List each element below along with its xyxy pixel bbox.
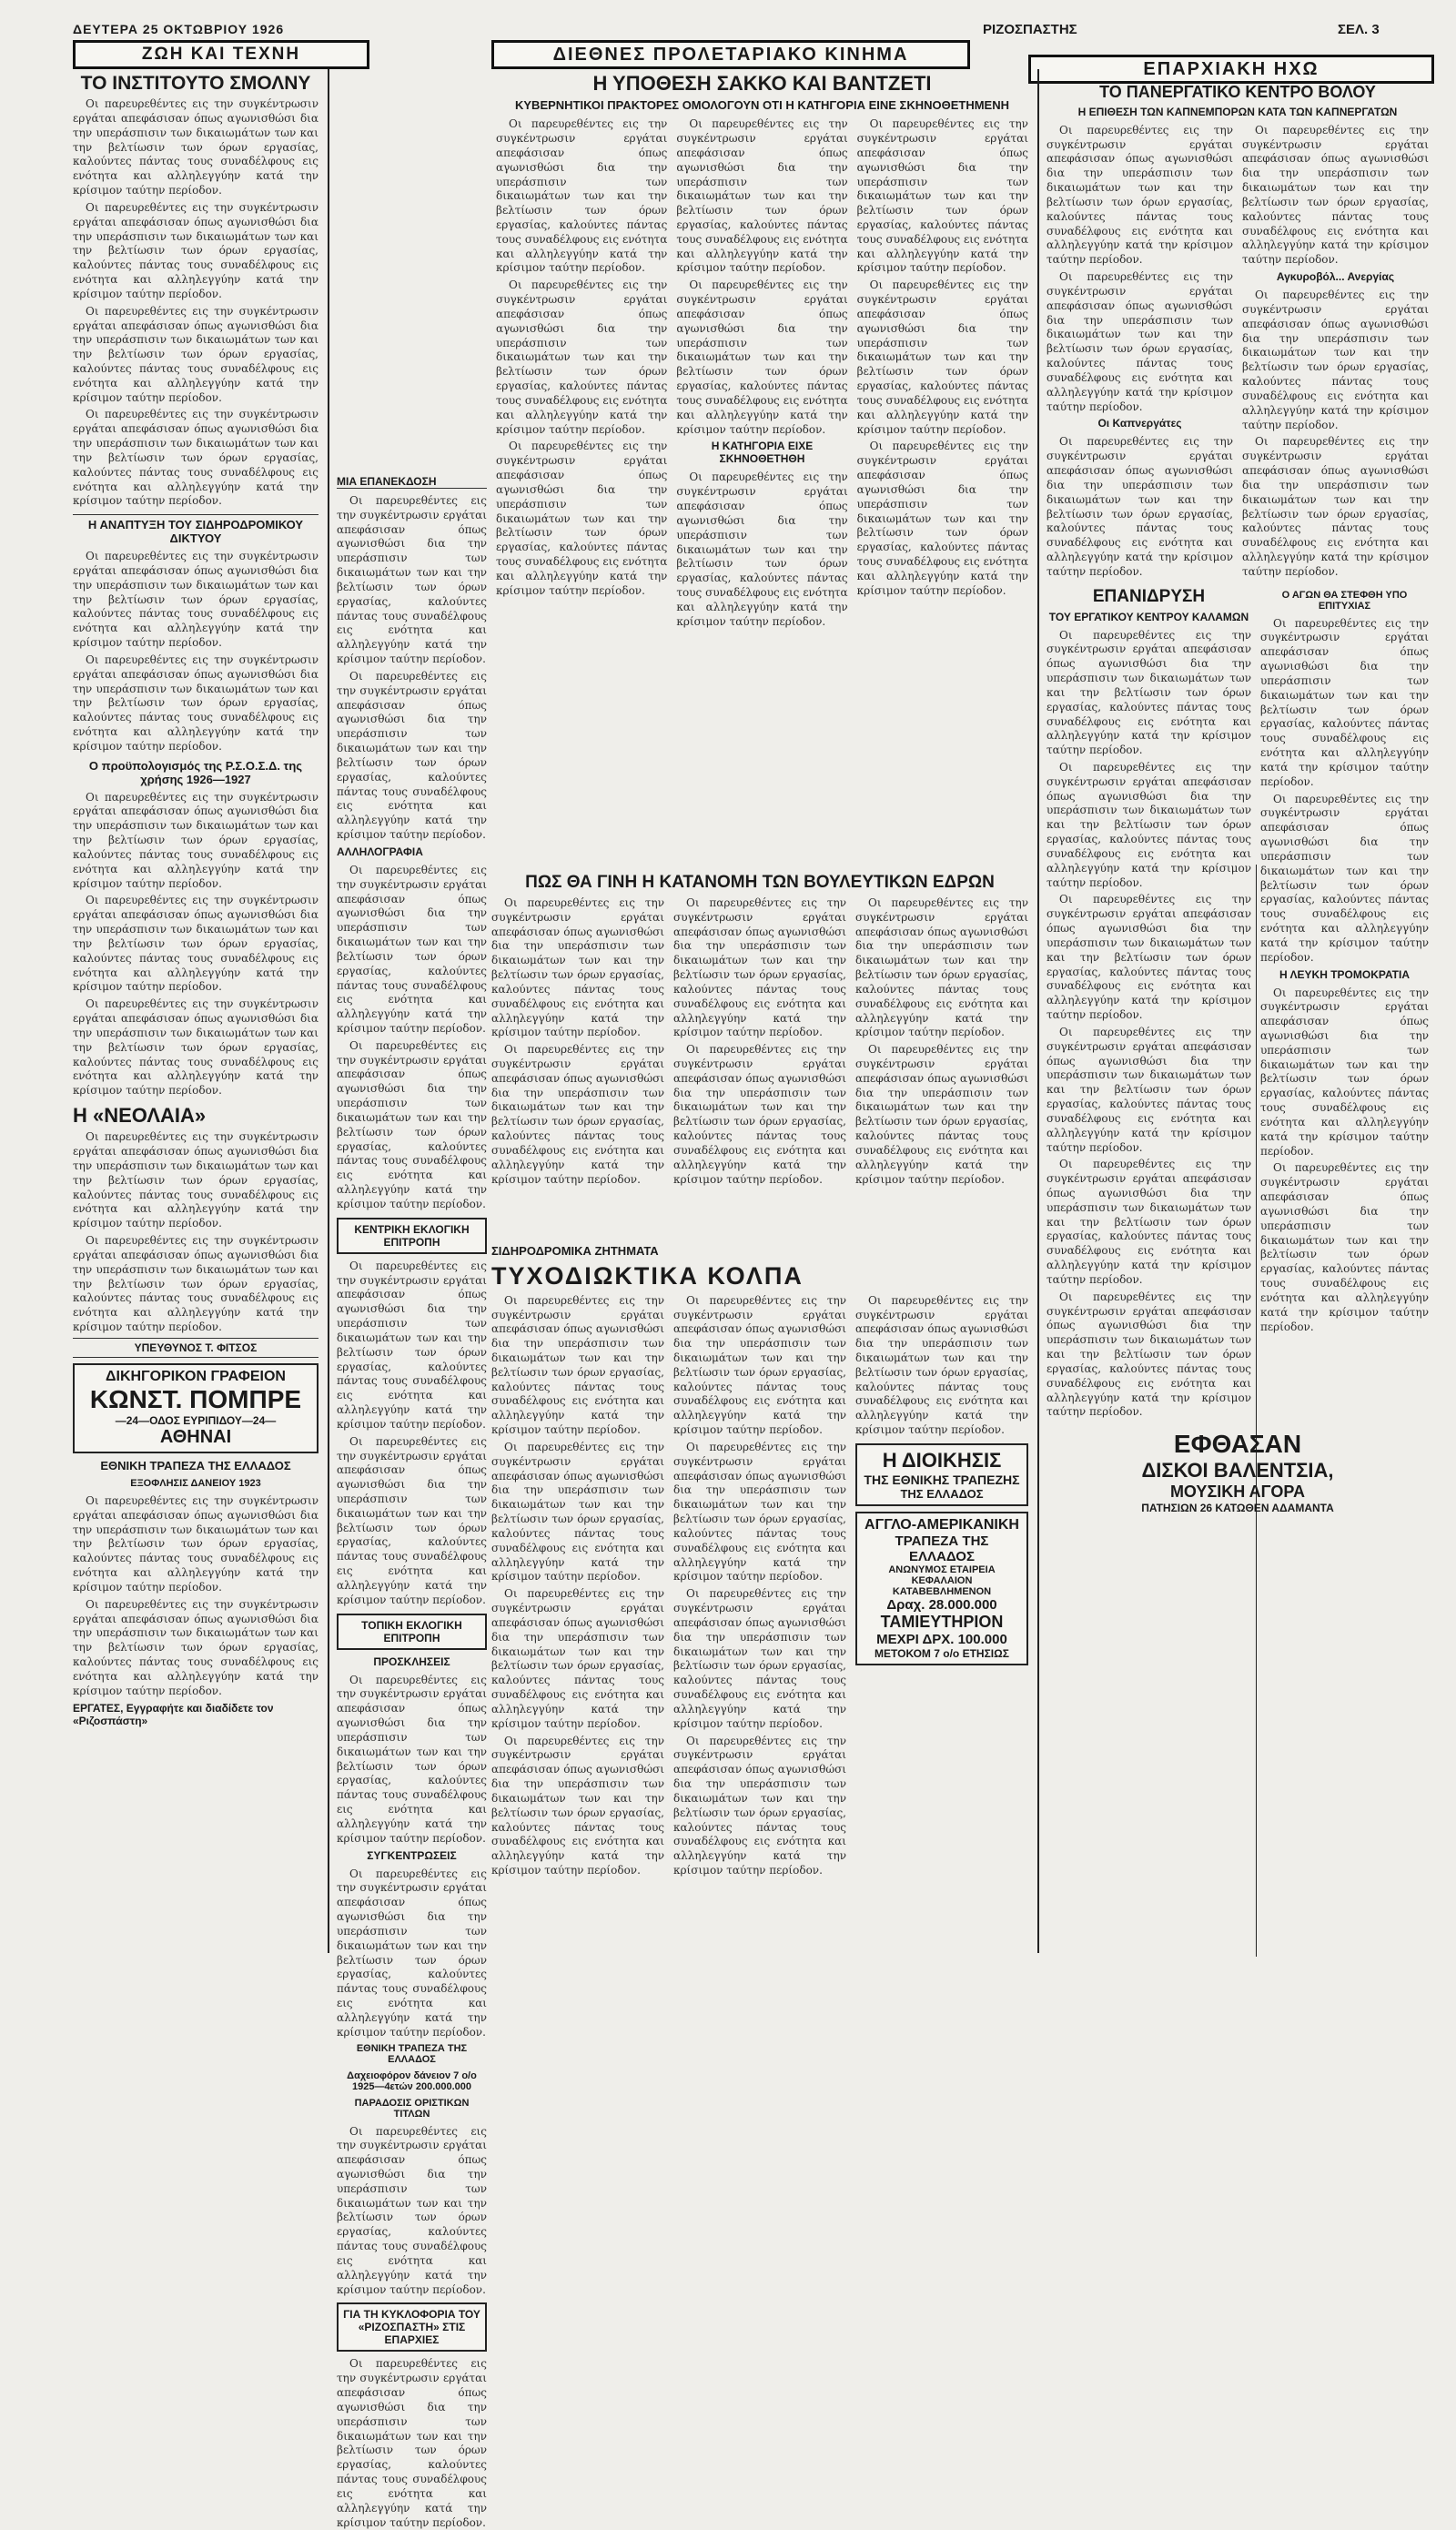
section-unemployment: Αγκυροβόλ... Ανεργίας [1276, 270, 1395, 284]
bank3-b: ΤΗΣ ΕΘΝΙΚΗΣ ΤΡΑΠΕΖΗΣ [864, 1472, 1020, 1487]
article-text: Οι παρευρεθέντες εις την συγκέντρωσιν εργάται απεφάσισαν όπως αγωνισθώσι δια την υπεράσπισιν των δικαιωμάτων των και την βελτίωσιν των όρων εργασίας, καλούντες πάντας τους συναδέλφους εις ενότητα και αλληλεγγύην κατά την κρίσιμον ταύτην περίοδον. [337, 669, 487, 842]
box-gatherings: ΣΥΓΚΕΝΤΡΩΣΕΙΣ [367, 1848, 457, 1862]
article-text: Οι παρευρεθέντες εις την συγκέντρωσιν εργάται απεφάσισαν όπως αγωνισθώσι δια την υπεράσπισιν των δικαιωμάτων των και την βελτίωσιν των όρων εργασίας, καλούντες πάντας τους συναδέλφους εις ενότητα και αλληλεγγύην κατά την κρίσιμον ταύτην περίοδον. [673, 1587, 846, 1730]
volos-columns [1046, 124, 1429, 582]
ad-music-market: ΜΟΥΣΙΚΗ ΑΓΟΡΑ [1169, 1483, 1306, 1502]
ad-address2: ΠΑΤΗΣΙΩΝ 26 ΚΑΤΩΘΕΝ ΑΔΑΜΑΝΤΑ [1141, 1502, 1334, 1515]
subhead-scenario: Η ΚΑΤΗΓΟΡΙΑ ΕΙΧΕ ΣΚΗΝΟΘΕΤΗΘΗ [711, 440, 814, 466]
text-col [676, 117, 847, 632]
bank-administration-ad [855, 1443, 1028, 1506]
article-text: Οι παρευρεθέντες εις την συγκέντρωσιν εργάται απεφάσισαν όπως αγωνισθώσι δια την υπεράσπισιν των δικαιωμάτων των και την βελτίωσιν των όρων εργασίας, καλούντες πάντας τους συναδέλφους εις ενότητα και αλληλεγγύην κατά την κρίσιμον ταύτην περίοδον. [337, 1867, 487, 2039]
rail-columns [491, 1294, 1028, 1881]
bank4-b: ΤΡΑΠΕΖΑ ΤΗΣ ΕΛΛΑΔΟΣ [895, 1533, 989, 1564]
headline-smolny: ΤΟ ΙΝΣΤΙΤΟΥΤΟ ΣΜΟΛΝΥ [80, 73, 311, 94]
box-invitations: ΠΡΟΣΚΛΗΣΕΙΣ [373, 1655, 450, 1668]
article-text: Οι παρευρεθέντες εις την συγκέντρωσιν εργάται απεφάσισαν όπως αγωνισθώσι δια την υπεράσπισιν των δικαιωμάτων των και την βελτίωσιν των όρων εργασίας, καλούντες πάντας τους συναδέλφους εις ενότητα και αλληλεγγύην κατά την κρίσιμον ταύτην περίοδον. [496, 117, 668, 275]
article-text: Οι παρευρεθέντες εις την συγκέντρωσιν εργάται απεφάσισαν όπως αγωνισθώσι δια την υπεράσπισιν των δικαιωμάτων των και την βελτίωσιν των όρων εργασίας, καλούντες πάντας τους συναδέλφους εις ενότητα και αλληλεγγύην κατά την κρίσιμον ταύτην περίοδον. [1260, 792, 1429, 964]
article-text: Οι παρευρεθέντες εις την συγκέντρωσιν εργάται απεφάσισαν όπως αγωνισθώσι δια την υπεράσπισιν των δικαιωμάτων των και την βελτίωσιν των όρων εργασίας, καλούντες πάντας τους συναδέλφους εις ενότητα και αλληλεγγύην κατά την κρίσιμον ταύτην περίοδον. [676, 117, 848, 275]
text-col [673, 896, 846, 1190]
article-text: Οι παρευρεθέντες εις την συγκέντρωσιν εργάται απεφάσισαν όπως αγωνισθώσι δια την υπεράσπισιν των δικαιωμάτων των και την βελτίωσιν των όρων εργασίας, καλούντες πάντας τους συναδέλφους εις ενότητα και αλληλεγγύην κατά την κρίσιμον ταύτην περίοδον. [1046, 628, 1251, 757]
issue-date: ΔΕΥΤΕΡΑ 25 ΟΚΤΩΒΡΙΟΥ 1926 [73, 22, 285, 36]
railway-article [491, 1242, 1028, 1961]
article-text: Οι παρευρεθέντες εις την συγκέντρωσιν εργάται απεφάσισαν όπως αγωνισθώσι δια την υπεράσπισιν των δικαιωμάτων των και την βελτίωσιν των όρων εργασίας, καλούντες πάντας τους συναδέλφους εις ενότητα και αλληλεγγύην κατά την κρίσιμον ταύτην περίοδον. [856, 278, 1028, 436]
narrow-column [337, 473, 487, 2529]
article-text: Οι παρευρεθέντες εις την συγκέντρωσιν εργάται απεφάσισαν όπως αγωνισθώσι δια την υπεράσπισιν των δικαιωμάτων των και την βελτίωσιν των όρων εργασίας, καλούντες πάντας τους συναδέλφους εις ενότητα και αλληλεγγύην κατά την κρίσιμον ταύτην περίοδον. [491, 1734, 664, 1877]
article-text: Οι παρευρεθέντες εις την συγκέντρωσιν εργάται απεφάσισαν όπως αγωνισθώσι δια την υπεράσπισιν των δικαιωμάτων των και την βελτίωσιν των όρων εργασίας, καλούντες πάντας τους συναδέλφους εις ενότητα και αλληλεγγύην κατά την κρίσιμον ταύτην περίοδον. [491, 1043, 664, 1186]
article-text: Οι παρευρεθέντες εις την συγκέντρωσιν εργάται απεφάσισαν όπως αγωνισθώσι δια την υπεράσπισιν των δικαιωμάτων των και την βελτίωσιν των όρων εργασίας, καλούντες πάντας τους συναδέλφους εις ενότητα και αλληλεγγύην κατά την κρίσιμον ταύτην περίοδον. [73, 1597, 318, 1697]
right-column [1046, 84, 1429, 1958]
newspaper-page [18, 18, 1438, 2529]
article-text: Οι παρευρεθέντες εις την συγκέντρωσιν εργάται απεφάσισαν όπως αγωνισθώσι δια την υπεράσπισιν των δικαιωμάτων των και την βελτίωσιν των όρων εργασίας, καλούντες πάντας τους συναδέλφους εις ενότητα και αλληλεγγύην κατά την κρίσιμον ταύτην περίοδον. [491, 1587, 664, 1730]
article-text: Οι παρευρεθέντες εις την συγκέντρωσιν εργάται απεφάσισαν όπως αγωνισθώσι δια την υπεράσπισιν των δικαιωμάτων των και την βελτίωσιν των όρων εργασίας, καλούντες πάντας τους συναδέλφους εις ενότητα και αλληλεγγύην κατά την κρίσιμον ταύτην περίοδον. [496, 440, 668, 597]
text-col [491, 1294, 664, 1881]
article-text: Οι παρευρεθέντες εις την συγκέντρωσιν εργάται απεφάσισαν όπως αγωνισθώσι δια την υπεράσπισιν των δικαιωμάτων των και την βελτίωσιν των όρων εργασίας, καλούντες πάντας τους συναδέλφους εις ενότητα και αλληλεγγύην κατά την κρίσιμον ταύτην περίοδον. [1260, 986, 1429, 1158]
bank2-title: ΕΘΝΙΚΗ ΤΡΑΠΕΖΑ ΤΗΣ ΕΛΛΑΔΟΣ [356, 2042, 468, 2065]
text-col [491, 896, 664, 1190]
text-col [1260, 588, 1429, 1423]
article-text: Οι παρευρεθέντες εις την συγκέντρωσιν εργάται απεφάσισαν όπως αγωνισθώσι δια την υπεράσπισιν των δικαιωμάτων των και την βελτίωσιν των όρων εργασίας, καλούντες πάντας τους συναδέλφους εις ενότητα και αλληλεγγύην κατά την κρίσιμον ταύτην περίοδον. [496, 278, 668, 436]
footer-call: ΕΡΓΑΤΕΣ, Εγγραφήτε και διαδίδετε τον «Ριζοσπάστη» [73, 1701, 274, 1727]
article-text: Οι παρευρεθέντες εις την συγκέντρωσιν εργάται απεφάσισαν όπως αγωνισθώσι δια την υπεράσπισιν των δικαιωμάτων των και την βελτίωσιν των όρων εργασίας, καλούντες πάντας τους συναδέλφους εις ενότητα και αλληλεγγύην κατά την κρίσιμον ταύτην περίοδον. [855, 1293, 1028, 1437]
bank4-e: Δραχ. 28.000.000 [886, 1596, 997, 1613]
article-text: Οι παρευρεθέντες εις την συγκέντρωσιν εργάται απεφάσισαν όπως αγωνισθώσι δια την υπεράσπισιν των δικαιωμάτων των και την βελτίωσιν των όρων εργασίας, καλούντες πάντας τους συναδέλφους εις ενότητα και αλληλεγγύην κατά την κρίσιμον ταύτην περίοδον. [856, 117, 1028, 275]
article-text: Οι παρευρεθέντες εις την συγκέντρωσιν εργάται απεφάσισαν όπως αγωνισθώσι δια την υπεράσπισιν των δικαιωμάτων των και την βελτίωσιν των όρων εργασίας, καλούντες πάντας τους συναδέλφους εις ενότητα και αλληλεγγύην κατά την κρίσιμον ταύτην περίοδον. [73, 550, 318, 650]
bank3-a: Η ΔΙΟΙΚΗΣΙΣ [882, 1448, 1002, 1472]
paper-name: ΡΙΖΟΣΠΑΣΤΗΣ [983, 22, 1077, 37]
article-text: Οι παρευρεθέντες εις την συγκέντρωσιν εργάται απεφάσισαν όπως αγωνισθώσι δια την υπεράσπισιν των δικαιωμάτων των και την βελτίωσιν των όρων εργασίας, καλούντες πάντας τους συναδέλφους εις ενότητα και αλληλεγγύην κατά την κρίσιμον ταύτην περίοδον. [337, 1038, 487, 1210]
sacco-columns [496, 117, 1028, 632]
article-text: Οι παρευρεθέντες εις την συγκέντρωσιν εργάται απεφάσισαν όπως αγωνισθώσι δια την υπεράσπισιν των δικαιωμάτων των και την βελτίωσιν των όρων εργασίας, καλούντες πάντας τους συναδέλφους εις ενότητα και αλληλεγγύην κατά την κρίσιμον ταύτην περίοδον. [1260, 616, 1429, 788]
article-text: Οι παρευρεθέντες εις την συγκέντρωσιν εργάται απεφάσισαν όπως αγωνισθώσι δια την υπεράσπισιν των δικαιωμάτων των και την βελτίωσιν των όρων εργασίας, καλούντες πάντας τους συναδέλφους εις ενότητα και αλληλεγγύην κατά την κρίσιμον ταύτην περίοδον. [855, 1043, 1028, 1186]
article-text: Οι παρευρεθέντες εις την συγκέντρωσιν εργάται απεφάσισαν όπως αγωνισθώσι δια την υπεράσπισιν των δικαιωμάτων των και την βελτίωσιν των όρων εργασίας, καλούντες πάντας τους συναδέλφους εις ενότητα και αλληλεγγύην κατά την κρίσιμον ταύτην περίοδον. [73, 790, 318, 890]
seats-article [491, 874, 1028, 1238]
headline-neolaia: Η «ΝΕΟΛΑΙΑ» [73, 1104, 207, 1128]
article-text: Οι παρευρεθέντες εις την συγκέντρωσιν εργάται απεφάσισαν όπως αγωνισθώσι δια την υπεράσπισιν των δικαιωμάτων των και την βελτίωσιν των όρων εργασίας, καλούντες πάντας τους συναδέλφους εις ενότητα και αλληλεγγύην κατά την κρίσιμον ταύτην περίοδον. [1046, 893, 1251, 1022]
ad-arrived: ΕΦΘΑΣΑΝ [1173, 1430, 1302, 1459]
text-col [673, 1294, 846, 1881]
box-local-committee: ΤΟΠΙΚΗ ΕΚΛΟΓΙΚΗ ΕΠΙΤΡΟΠΗ [337, 1614, 487, 1650]
article-text: Οι παρευρεθέντες εις την συγκέντρωσιν εργάται απεφάσισαν όπως αγωνισθώσι δια την υπεράσπισιν των δικαιωμάτων των και την βελτίωσιν των όρων εργασίας, καλούντες πάντας τους συναδέλφους εις ενότητα και αλληλεγγύην κατά την κρίσιμον ταύτην περίοδον. [491, 1440, 664, 1584]
subhead-sacco: ΚΥΒΕΡΝΗΤΙΚΟΙ ΠΡΑΚΤΟΡΕΣ ΟΜΟΛΟΓΟΥΝ ΟΤΙ Η ΚΑΤΗΓΟΡΙΑ ΕΙΝΕ ΣΚΗΝΟΘΕΤΗΜΕΝΗ [515, 98, 1009, 113]
seats-columns [491, 896, 1028, 1190]
article-text: Οι παρευρεθέντες εις την συγκέντρωσιν εργάται απεφάσισαν όπως αγωνισθώσι δια την υπεράσπισιν των δικαιωμάτων των και την βελτίωσιν των όρων εργασίας, καλούντες πάντας τους συναδέλφους εις ενότητα και αλληλεγγύην κατά την κρίσιμον ταύτην περίοδον. [337, 1259, 487, 1431]
article-text: Οι παρευρεθέντες εις την συγκέντρωσιν εργάται απεφάσισαν όπως αγωνισθώσι δια την υπεράσπισιν των δικαιωμάτων των και την βελτίωσιν των όρων εργασίας, καλούντες πάντας τους συναδέλφους εις ενότητα και αλληλεγγύην κατά την κρίσιμον ταύτην περίοδον. [856, 440, 1028, 597]
responsible-editor: ΥΠΕΥΘΥΝΟΣ Τ. ΦΙΤΣΟΣ [73, 1338, 318, 1358]
article-text: Οι παρευρεθέντες εις την συγκέντρωσιν εργάται απεφάσισαν όπως αγωνισθώσι δια την υπεράσπισιν των δικαιωμάτων των και την βελτίωσιν των όρων εργασίας, καλούντες πάντας τους συναδέλφους εις ενότητα και αλληλεγγύην κατά την κρίσιμον ταύτην περίοδον. [676, 278, 848, 436]
bank4-c: ΑΝΩΝΥΜΟΣ ΕΤΑΙΡΕΙΑ [888, 1564, 996, 1575]
section-title-right: ΕΠΑΡΧΙΑΚΗ ΗΧΩ [1028, 55, 1434, 84]
column-rule [328, 69, 329, 1953]
bank3-c: ΤΗΣ ΕΛΛΑΔΟΣ [900, 1486, 984, 1501]
bank-title: ΕΘΝΙΚΗ ΤΡΑΠΕΖΑ ΤΗΣ ΕΛΛΑΔΟΣ [100, 1458, 291, 1472]
article-text: Οι παρευρεθέντες εις την συγκέντρωσιν εργάται απεφάσισαν όπως αγωνισθώσι δια την υπεράσπισιν των δικαιωμάτων των και την βελτίωσιν των όρων εργασίας, καλούντες πάντας τους συναδέλφους εις ενότητα και αλληλεγγύην κατά την κρίσιμον ταύτην περίοδον. [337, 863, 487, 1035]
section-tobacco-workers: Οι Καπνεργάτες [1097, 417, 1182, 430]
box-letters: ΑΛΛΗΛΟΓΡΑΦΙΑ [337, 845, 423, 858]
bank2-loan: Δαχειοφόρον δάνειον 7 ο/ο 1925—4ετών 200.000.000 [347, 2070, 477, 2092]
lower-right [1046, 588, 1429, 1423]
text-col [857, 117, 1028, 632]
box-circulation: ΓΙΑ ΤΗ ΚΥΚΛΟΦΟΡΙΑ ΤΟΥ «ΡΙΖΟΣΠΑΣΤΗ» ΣΤΙΣ ΕΠΑΡΧΙΕΣ [337, 2302, 487, 2352]
text-col [855, 1294, 1028, 1881]
article-text: Οι παρευρεθέντες εις την συγκέντρωσιν εργάται απεφάσισαν όπως αγωνισθώσι δια την υπεράσπισιν των δικαιωμάτων των και την βελτίωσιν των όρων εργασίας, καλούντες πάντας τους συναδέλφους εις ενότητα και αλληλεγγύην κατά την κρίσιμον ταύτην περίοδον. [1046, 1158, 1251, 1286]
article-text: Οι παρευρεθέντες εις την συγκέντρωσιν εργάται απεφάσισαν όπως αγωνισθώσι δια την υπεράσπισιν των δικαιωμάτων των και την βελτίωσιν των όρων εργασίας, καλούντες πάντας τους συναδέλφους εις ενότητα και αλληλεγγύην κατά την κρίσιμον ταύτην περίοδον. [491, 1293, 664, 1437]
headline-reestablish: ΕΠΑΝΙΔΡΥΣΗ [1092, 586, 1206, 606]
valencia-ad [1046, 1430, 1429, 1514]
bank2-note: ΠΑΡΑΔΟΣΙΣ ΟΡΙΣΤΙΚΩΝ ΤΙΤΛΩΝ [354, 2097, 470, 2120]
article-text: Οι παρευρεθέντες εις την συγκέντρωσιν εργάται απεφάσισαν όπως αγωνισθώσι δια την υπεράσπισιν των δικαιωμάτων των και την βελτίωσιν των όρων εργασίας, καλούντες πάντας τους συναδέλφους εις ενότητα και αλληλεγγύην κατά την κρίσιμον ταύτην περίοδον. [73, 97, 318, 197]
bank4-d: ΚΕΦΑΛΑΙΟΝ ΚΑΤΑΒΕΒΛΗΜΕΝΟΝ [892, 1574, 992, 1597]
article-text: Οι παρευρεθέντες εις την συγκέντρωσιν εργάται απεφάσισαν όπως αγωνισθώσι δια την υπεράσπισιν των δικαιωμάτων των και την βελτίωσιν των όρων εργασίας, καλούντες πάντας τους συναδέλφους εις ενότητα και αλληλεγγύην κατά την κρίσιμον ταύτην περίοδον. [491, 896, 664, 1039]
article-text: Οι παρευρεθέντες εις την συγκέντρωσιν εργάται απεφάσισαν όπως αγωνισθώσι δια την υπεράσπισιν των δικαιωμάτων των και την βελτίωσιν των όρων εργασίας, καλούντες πάντας τους συναδέλφους εις ενότητα και αλληλεγγύην κατά την κρίσιμον ταύτην περίοδον. [1046, 123, 1233, 267]
headline-railway: Η ΑΝΑΠΤΥΞΗ ΤΟΥ ΣΙΔΗΡΟΔΡΟΜΙΚΟΥ ΔΙΚΤΥΟΥ [73, 514, 318, 546]
rail-section: ΣΙΔΗΡΟΔΡΟΜΙΚΑ ΖΗΤΗΜΑΤΑ [491, 1244, 659, 1258]
article-text: Οι παρευρεθέντες εις την συγκέντρωσιν εργάται απεφάσισαν όπως αγωνισθώσι δια την υπεράσπισιν των δικαιωμάτων των και την βελτίωσιν των όρων εργασίας, καλούντες πάντας τους συναδέλφους εις ενότητα και αλληλεγγύην κατά την κρίσιμον ταύτην περίοδον. [337, 1434, 487, 1606]
ad-name: ΚΩΝΣΤ. ΠΟΜΠΡΕ [89, 1384, 302, 1413]
article-text: Οι παρευρεθέντες εις την συγκέντρωσιν εργάται απεφάσισαν όπως αγωνισθώσι δια την υπεράσπισιν των δικαιωμάτων των και την βελτίωσιν των όρων εργασίας, καλούντες πάντας τους συναδέλφους εις ενότητα και αλληλεγγύην κατά την κρίσιμον ταύτην περίοδον. [673, 896, 846, 1039]
article-text: Οι παρευρεθέντες εις την συγκέντρωσιν εργάται απεφάσισαν όπως αγωνισθώσι δια την υπεράσπισιν των δικαιωμάτων των και την βελτίωσιν των όρων εργασίας, καλούντες πάντας τους συναδέλφους εις ενότητα και αλληλεγγύην κατά την κρίσιμον ταύτην περίοδον. [73, 1130, 318, 1230]
article-text: Οι παρευρεθέντες εις την συγκέντρωσιν εργάται απεφάσισαν όπως αγωνισθώσι δια την υπεράσπισιν των δικαιωμάτων των και την βελτίωσιν των όρων εργασίας, καλούντες πάντας τους συναδέλφους εις ενότητα και αλληλεγγύην κατά την κρίσιμον ταύτην περίοδον. [1242, 288, 1429, 431]
section-title-center: ΔΙΕΘΝΕΣ ΠΡΟΛΕΤΑΡΙΑΚΟ ΚΙΝΗΜΑ [491, 40, 970, 69]
text-col [1242, 124, 1429, 582]
article-text: Οι παρευρεθέντες εις την συγκέντρωσιν εργάται απεφάσισαν όπως αγωνισθώσι δια την υπεράσπισιν των δικαιωμάτων των και την βελτίωσιν των όρων εργασίας, καλούντες πάντας τους συναδέλφους εις ενότητα και αλληλεγγύην κατά την κρίσιμον ταύτην περίοδον. [1242, 435, 1429, 578]
lawyer-ad [73, 1363, 318, 1453]
article-text: Οι παρευρεθέντες εις την συγκέντρωσιν εργάται απεφάσισαν όπως αγωνισθώσι δια την υπεράσπισιν των δικαιωμάτων των και την βελτίωσιν των όρων εργασίας, καλούντες πάντας τους συναδέλφους εις ενότητα και αλληλεγγύην κατά την κρίσιμον ταύτην περίοδον. [337, 2124, 487, 2296]
sub-volos: Η ΕΠΙΘΕΣΗ ΤΩΝ ΚΑΠΝΕΜΠΟΡΩΝ ΚΑΤΑ ΤΩΝ ΚΑΠΝΕΡΓΑΤΩΝ [1077, 105, 1398, 118]
box-central-committee: ΚΕΝΤΡΙΚΗ ΕΚΛΟΓΙΚΗ ΕΠΙΤΡΟΠΗ [337, 1218, 487, 1254]
article-text: Οι παρευρεθέντες εις την συγκέντρωσιν εργάται απεφάσισαν όπως αγωνισθώσι δια την υπεράσπισιν των δικαιωμάτων των και την βελτίωσιν των όρων εργασίας, καλούντες πάντας τους συναδέλφους εις ενότητα και αλληλεγγύην κατά την κρίσιμον ταύτην περίοδον. [73, 304, 318, 404]
article-text: Οι παρευρεθέντες εις την συγκέντρωσιν εργάται απεφάσισαν όπως αγωνισθώσι δια την υπεράσπισιν των δικαιωμάτων των και την βελτίωσιν των όρων εργασίας, καλούντες πάντας τους συναδέλφους εις ενότητα και αλληλεγγύην κατά την κρίσιμον ταύτην περίοδον. [676, 471, 848, 628]
article-text: Οι παρευρεθέντες εις την συγκέντρωσιν εργάται απεφάσισαν όπως αγωνισθώσι δια την υπεράσπισιν των δικαιωμάτων των και την βελτίωσιν των όρων εργασίας, καλούντες πάντας τους συναδέλφους εις ενότητα και αλληλεγγύην κατά την κρίσιμον ταύτην περίοδον. [73, 408, 318, 508]
article-text: Οι παρευρεθέντες εις την συγκέντρωσιν εργάται απεφάσισαν όπως αγωνισθώσι δια την υπεράσπισιν των δικαιωμάτων των και την βελτίωσιν των όρων εργασίας, καλούντες πάντας τους συναδέλφους εις ενότητα και αλληλεγγύην κατά την κρίσιμον ταύτην περίοδον. [1046, 435, 1233, 578]
article-text: Οι παρευρεθέντες εις την συγκέντρωσιν εργάται απεφάσισαν όπως αγωνισθώσι δια την υπεράσπισιν των δικαιωμάτων των και την βελτίωσιν των όρων εργασίας, καλούντες πάντας τους συναδέλφους εις ενότητα και αλληλεγγύην κατά την κρίσιμον ταύτην περίοδον. [673, 1293, 846, 1437]
left-column [73, 73, 318, 1957]
article-text: Οι παρευρεθέντες εις την συγκέντρωσιν εργάται απεφάσισαν όπως αγωνισθώσι δια την υπεράσπισιν των δικαιωμάτων των και την βελτίωσιν των όρων εργασίας, καλούντες πάντας τους συναδέλφους εις ενότητα και αλληλεγγύην κατά την κρίσιμον ταύτην περίοδον. [855, 896, 1028, 1039]
page-number: ΣΕΛ. 3 [1338, 22, 1380, 37]
article-text: Οι παρευρεθέντες εις την συγκέντρωσιν εργάται απεφάσισαν όπως αγωνισθώσι δια την υπεράσπισιν των δικαιωμάτων των και την βελτίωσιν των όρων εργασίας, καλούντες πάντας τους συναδέλφους εις ενότητα και αλληλεγγύην κατά την κρίσιμον ταύτην περίοδον. [673, 1043, 846, 1186]
headline-struggle: Ο ΑΓΩΝ ΘΑ ΣΤΕΦΘΗ ΥΠΟ ΕΠΙΤΥΧΙΑΣ [1281, 589, 1408, 612]
ad-address: —24—ΟΔΟΣ ΕΥΡΙΠΙΔΟΥ—24— [115, 1413, 277, 1427]
text-col [855, 896, 1028, 1190]
section-title-left: ΖΩΗ ΚΑΙ ΤΕΧΝΗ [73, 40, 369, 69]
ad-city: ΑΘΗΝΑΙ [159, 1426, 232, 1447]
headline-seats: ΠΩΣ ΘΑ ΓΙΝΗ Η ΚΑΤΑΝΟΜΗ ΤΩΝ ΒΟΥΛΕΥΤΙΚΩΝ ΕΔΡΩΝ [525, 873, 995, 892]
sub-kalamai: ΤΟΥ ΕΡΓΑΤΙΚΟΥ ΚΕΝΤΡΟΥ ΚΑΛΑΜΩΝ [1048, 610, 1249, 623]
text-col [496, 117, 667, 632]
rail-headline: ΤΥΧΟΔΙΩΚΤΙΚΑ ΚΟΛΠΑ [491, 1262, 804, 1290]
article-text: Οι παρευρεθέντες εις την συγκέντρωσιν εργάται απεφάσισαν όπως αγωνισθώσι δια την υπεράσπισιν των δικαιωμάτων των και την βελτίωσιν των όρων εργασίας, καλούντες πάντας τους συναδέλφους εις ενότητα και αλληλεγγύην κατά την κρίσιμον ταύτην περίοδον. [1260, 1161, 1429, 1333]
bank4-f: ΤΑΜΙΕΥΤΗΡΙΟΝ [880, 1612, 1004, 1631]
article-text: Οι παρευρεθέντες εις την συγκέντρωσιν εργάται απεφάσισαν όπως αγωνισθώσι δια την υπεράσπισιν των δικαιωμάτων των και την βελτίωσιν των όρων εργασίας, καλούντες πάντας τους συναδέλφους εις ενότητα και αλληλεγγύην κατά την κρίσιμον ταύτην περίοδον. [73, 200, 318, 300]
column-rule [1037, 69, 1039, 1953]
article-text: Οι παρευρεθέντες εις την συγκέντρωσιν εργάται απεφάσισαν όπως αγωνισθώσι δια την υπεράσπισιν των δικαιωμάτων των και την βελτίωσιν των όρων εργασίας, καλούντες πάντας τους συναδέλφους εις ενότητα και αλληλεγγύην κατά την κρίσιμον ταύτην περίοδον. [337, 494, 487, 666]
box-reissue: ΜΙΑ ΕΠΑΝΕΚΔΟΣΗ [337, 475, 487, 489]
article-text: Οι παρευρεθέντες εις την συγκέντρωσιν εργάται απεφάσισαν όπως αγωνισθώσι δια την υπεράσπισιν των δικαιωμάτων των και την βελτίωσιν των όρων εργασίας, καλούντες πάντας τους συναδέλφους εις ενότητα και αλληλεγγύην κατά την κρίσιμον ταύτην περίοδον. [73, 1234, 318, 1334]
article-text: Οι παρευρεθέντες εις την συγκέντρωσιν εργάται απεφάσισαν όπως αγωνισθώσι δια την υπεράσπισιν των δικαιωμάτων των και την βελτίωσιν των όρων εργασίας, καλούντες πάντας τους συναδέλφους εις ενότητα και αλληλεγγύην κατά την κρίσιμον ταύτην περίοδον. [337, 1673, 487, 1845]
bank-subtitle: ΕΞΟΦΛΗΣΙΣ ΔΑΝΕΙΟΥ 1923 [130, 1477, 261, 1489]
anglo-american-bank-ad [855, 1512, 1028, 1665]
article-text: Οι παρευρεθέντες εις την συγκέντρωσιν εργάται απεφάσισαν όπως αγωνισθώσι δια την υπεράσπισιν των δικαιωμάτων των και την βελτίωσιν των όρων εργασίας, καλούντες πάντας τους συναδέλφους εις ενότητα και αλληλεγγύην κατά την κρίσιμον ταύτην περίοδον. [1046, 1025, 1251, 1154]
article-text: Οι παρευρεθέντες εις την συγκέντρωσιν εργάται απεφάσισαν όπως αγωνισθώσι δια την υπεράσπισιν των δικαιωμάτων των και την βελτίωσιν των όρων εργασίας, καλούντες πάντας τους συναδέλφους εις ενότητα και αλληλεγγύην κατά την κρίσιμον ταύτην περίοδον. [1242, 123, 1429, 267]
article-text: Οι παρευρεθέντες εις την συγκέντρωσιν εργάται απεφάσισαν όπως αγωνισθώσι δια την υπεράσπισιν των δικαιωμάτων των και την βελτίωσιν των όρων εργασίας, καλούντες πάντας τους συναδέλφους εις ενότητα και αλληλεγγύην κατά την κρίσιμον ταύτην περίοδον. [673, 1734, 846, 1877]
bank4-a: ΑΓΓΛΟ-ΑΜΕΡΙΚΑΝΙΚΗ [864, 1516, 1019, 1533]
headline-white-terror: Η ΛΕΥΚΗ ΤΡΟΜΟΚΡΑΤΙΑ [1279, 967, 1410, 981]
article-text: Οι παρευρεθέντες εις την συγκέντρωσιν εργάται απεφάσισαν όπως αγωνισθώσι δια την υπεράσπισιν των δικαιωμάτων των και την βελτίωσιν των όρων εργασίας, καλούντες πάντας τους συναδέλφους εις ενότητα και αλληλεγγύην κατά την κρίσιμον ταύτην περίοδον. [73, 997, 318, 1098]
article-text: Οι παρευρεθέντες εις την συγκέντρωσιν εργάται απεφάσισαν όπως αγωνισθώσι δια την υπεράσπισιν των δικαιωμάτων των και την βελτίωσιν των όρων εργασίας, καλούντες πάντας τους συναδέλφους εις ενότητα και αλληλεγγύην κατά την κρίσιμον ταύτην περίοδον. [73, 1493, 318, 1594]
article-text: Οι παρευρεθέντες εις την συγκέντρωσιν εργάται απεφάσισαν όπως αγωνισθώσι δια την υπεράσπισιν των δικαιωμάτων των και την βελτίωσιν των όρων εργασίας, καλούντες πάντας τους συναδέλφους εις ενότητα και αλληλεγγύην κατά την κρίσιμον ταύτην περίοδον. [1046, 1290, 1251, 1419]
headline-sacco: Η ΥΠΟΘΕΣΗ ΣΑΚΚΟ ΚΑΙ ΒΑΝΤΖΕΤΙ [592, 72, 932, 95]
article-text: Οι παρευρεθέντες εις την συγκέντρωσιν εργάται απεφάσισαν όπως αγωνισθώσι δια την υπεράσπισιν των δικαιωμάτων των και την βελτίωσιν των όρων εργασίας, καλούντες πάντας τους συναδέλφους εις ενότητα και αλληλεγγύην κατά την κρίσιμον ταύτην περίοδον. [1046, 760, 1251, 889]
text-col [1046, 588, 1251, 1423]
headline-budget: Ο προϋπολογισμός της Ρ.Σ.Ο.Σ.Δ. της χρήσης 1926—1927 [88, 758, 303, 786]
article-text: Οι παρευρεθέντες εις την συγκέντρωσιν εργάται απεφάσισαν όπως αγωνισθώσι δια την υπεράσπισιν των δικαιωμάτων των και την βελτίωσιν των όρων εργασίας, καλούντες πάντας τους συναδέλφους εις ενότητα και αλληλεγγύην κατά την κρίσιμον ταύτην περίοδον. [673, 1440, 846, 1584]
article-text: Οι παρευρεθέντες εις την συγκέντρωσιν εργάται απεφάσισαν όπως αγωνισθώσι δια την υπεράσπισιν των δικαιωμάτων των και την βελτίωσιν των όρων εργασίας, καλούντες πάντας τους συναδέλφους εις ενότητα και αλληλεγγύην κατά την κρίσιμον ταύτην περίοδον. [73, 653, 318, 753]
ad-records: ΔΙΣΚΟΙ ΒΑΛΕΝΤΣΙΑ, [1141, 1459, 1334, 1483]
bank4-h: ΜΕΤΟΚΟΜ 7 ο/ο ΕΤΗΣΙΩΣ [875, 1646, 1009, 1660]
article-text: Οι παρευρεθέντες εις την συγκέντρωσιν εργάται απεφάσισαν όπως αγωνισθώσι δια την υπεράσπισιν των δικαιωμάτων των και την βελτίωσιν των όρων εργασίας, καλούντες πάντας τους συναδέλφους εις ενότητα και αλληλεγγύην κατά την κρίσιμον ταύτην περίοδον. [337, 2357, 487, 2529]
ad-title: ΔΙΚΗΓΟΡΙΚΟΝ ΓΡΑΦΕΙΟΝ [106, 1368, 286, 1384]
bank4-g: ΜΕΧΡΙ ΔΡΧ. 100.000 [876, 1631, 1007, 1647]
text-col [1046, 124, 1233, 582]
headline-volos: ΤΟ ΠΑΝΕΡΓΑΤΙΚΟ ΚΕΝΤΡΟ ΒΟΛΟΥ [1099, 83, 1376, 101]
article-text: Οι παρευρεθέντες εις την συγκέντρωσιν εργάται απεφάσισαν όπως αγωνισθώσι δια την υπεράσπισιν των δικαιωμάτων των και την βελτίωσιν των όρων εργασίας, καλούντες πάντας τους συναδέλφους εις ενότητα και αλληλεγγύην κατά την κρίσιμον ταύτην περίοδον. [1046, 270, 1233, 413]
article-text: Οι παρευρεθέντες εις την συγκέντρωσιν εργάται απεφάσισαν όπως αγωνισθώσι δια την υπεράσπισιν των δικαιωμάτων των και την βελτίωσιν των όρων εργασίας, καλούντες πάντας τους συναδέλφους εις ενότητα και αλληλεγγύην κατά την κρίσιμον ταύτην περίοδον. [73, 894, 318, 994]
